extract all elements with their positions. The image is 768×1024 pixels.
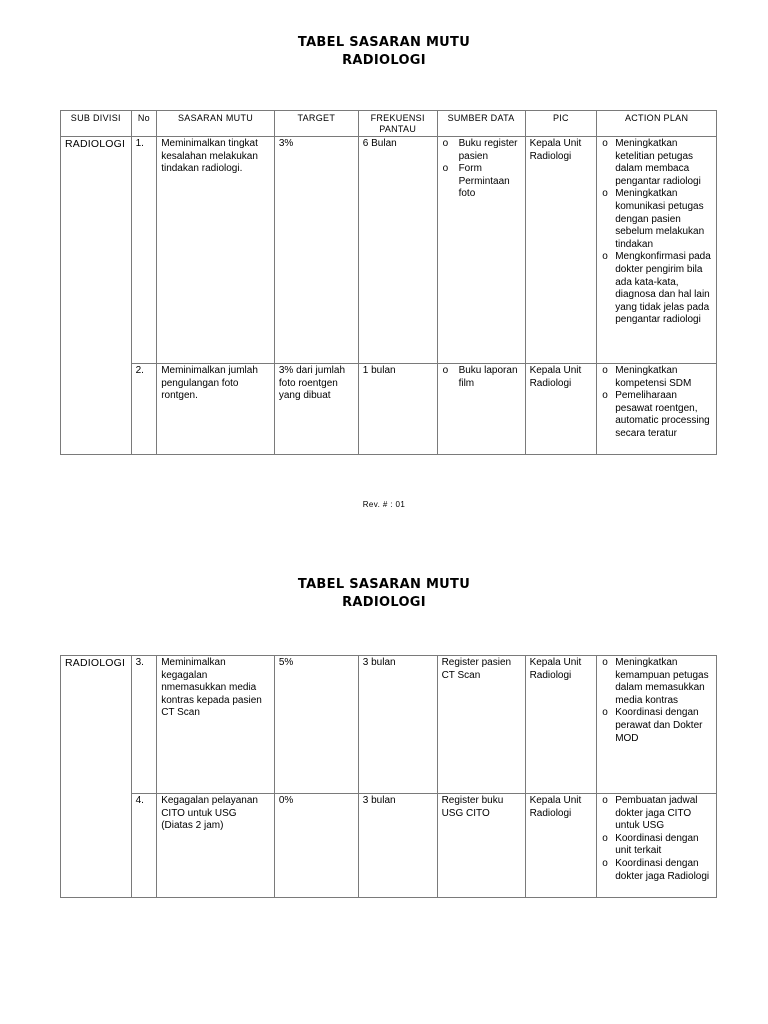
page-title-1 [0, 34, 768, 70]
title-line-1: TABEL SASARAN MUTU [297, 35, 471, 50]
action-plan-item: o Koordinasi dengan perawat dan Dokter MOD [601, 707, 712, 745]
page-title-2 [0, 576, 768, 612]
pic-cell: Kepala Unit Radiologi [525, 137, 597, 364]
target-cell: 3% [274, 137, 358, 364]
quality-target-table-2 [60, 655, 717, 898]
header-sasaran-mutu: SASARAN MUTU [157, 111, 275, 137]
header-action-plan: ACTION PLAN [597, 111, 717, 137]
frekuensi-cell: 1 bulan [358, 364, 437, 455]
sasaran-mutu-cell: Meminimalkan tingkat kesalahan melakukan tindakan radiologi. [157, 137, 275, 364]
action-plan-cell [597, 137, 717, 364]
frekuensi-cell: 6 Bulan [358, 137, 437, 364]
header-no: No [131, 111, 157, 137]
action-plan-item: o Meningkatkan komunikasi petugas dengan pasien sebelum melakukan tindakan [601, 188, 712, 251]
header-sumber-data: SUMBER DATA [437, 111, 525, 137]
action-plan-item: o Pemeliharaan pesawat roentgen, automatic processing secara teratur [601, 390, 712, 440]
header-frekuensi: FREKUENSI PANTAU [358, 111, 437, 137]
target-cell: 3% dari jumlah foto roentgen yang dibuat [274, 364, 358, 455]
target-cell: 0% [274, 794, 358, 898]
pic-cell: Kepala Unit Radiologi [525, 656, 597, 794]
sub-divisi-cell: RADIOLOGI [61, 656, 132, 898]
table-row [61, 794, 717, 898]
title-line-2: RADIOLOGI [342, 53, 426, 68]
action-plan-cell [597, 656, 717, 794]
table-row [61, 656, 717, 794]
header-sub-divisi: SUB DIVISI [61, 111, 132, 137]
row-number: 4. [131, 794, 157, 898]
sasaran-mutu-cell: Kegagalan pelayanan CITO untuk USG (Diatas 2 jam) [157, 794, 275, 898]
sumber-data-cell: Register buku USG CITO [437, 794, 525, 898]
sumber-data-item: o Buku register pasien [442, 138, 521, 163]
action-plan-item: o Mengkonfirmasi pada dokter pengirim bila ada kata-kata, diagnosa dan hal lain yang tidak jelas pada pengantar radiologi [601, 251, 712, 327]
sub-divisi-cell: RADIOLOGI [61, 137, 132, 455]
target-cell: 5% [274, 656, 358, 794]
frekuensi-cell: 3 bulan [358, 656, 437, 794]
action-plan-cell [597, 794, 717, 898]
row-number: 3. [131, 656, 157, 794]
table-header-row [61, 111, 717, 137]
revision-label: Rev. # : 01 [362, 500, 406, 509]
pic-cell: Kepala Unit Radiologi [525, 794, 597, 898]
sasaran-mutu-cell: Meminimalkan jumlah pengulangan foto rontgen. [157, 364, 275, 455]
table-row [61, 137, 717, 364]
header-target: TARGET [274, 111, 358, 137]
table-row [61, 364, 717, 455]
title-line-2: RADIOLOGI [342, 595, 426, 610]
quality-target-table-1 [60, 110, 717, 455]
action-plan-cell [597, 364, 717, 455]
sumber-data-item: o Buku laporan film [442, 365, 521, 390]
header-pic: PIC [525, 111, 597, 137]
action-plan-item: o Pembuatan jadwal dokter jaga CITO untuk USG [601, 795, 712, 833]
sumber-data-cell: Register pasien CT Scan [437, 656, 525, 794]
action-plan-item: o Koordinasi dengan unit terkait [601, 833, 712, 858]
sumber-data-cell [437, 364, 525, 455]
frekuensi-cell: 3 bulan [358, 794, 437, 898]
sasaran-mutu-cell: Meminimalkan kegagalan nmemasukkan media kontras kepada pasien CT Scan [157, 656, 275, 794]
row-number: 1. [131, 137, 157, 364]
pic-cell: Kepala Unit Radiologi [525, 364, 597, 455]
action-plan-item: o Meningkatkan kompetensi SDM [601, 365, 712, 390]
action-plan-item: o Meningkatkan kemampuan petugas dalam memasukkan media kontras [601, 657, 712, 707]
sumber-data-cell [437, 137, 525, 364]
row-number: 2. [131, 364, 157, 455]
action-plan-item: o Meningkatkan ketelitian petugas dalam membaca pengantar radiologi [601, 138, 712, 188]
title-line-1: TABEL SASARAN MUTU [297, 577, 471, 592]
sumber-data-item: o Form Permintaan foto [442, 163, 521, 201]
action-plan-item: o Koordinasi dengan dokter jaga Radiologi [601, 858, 712, 883]
